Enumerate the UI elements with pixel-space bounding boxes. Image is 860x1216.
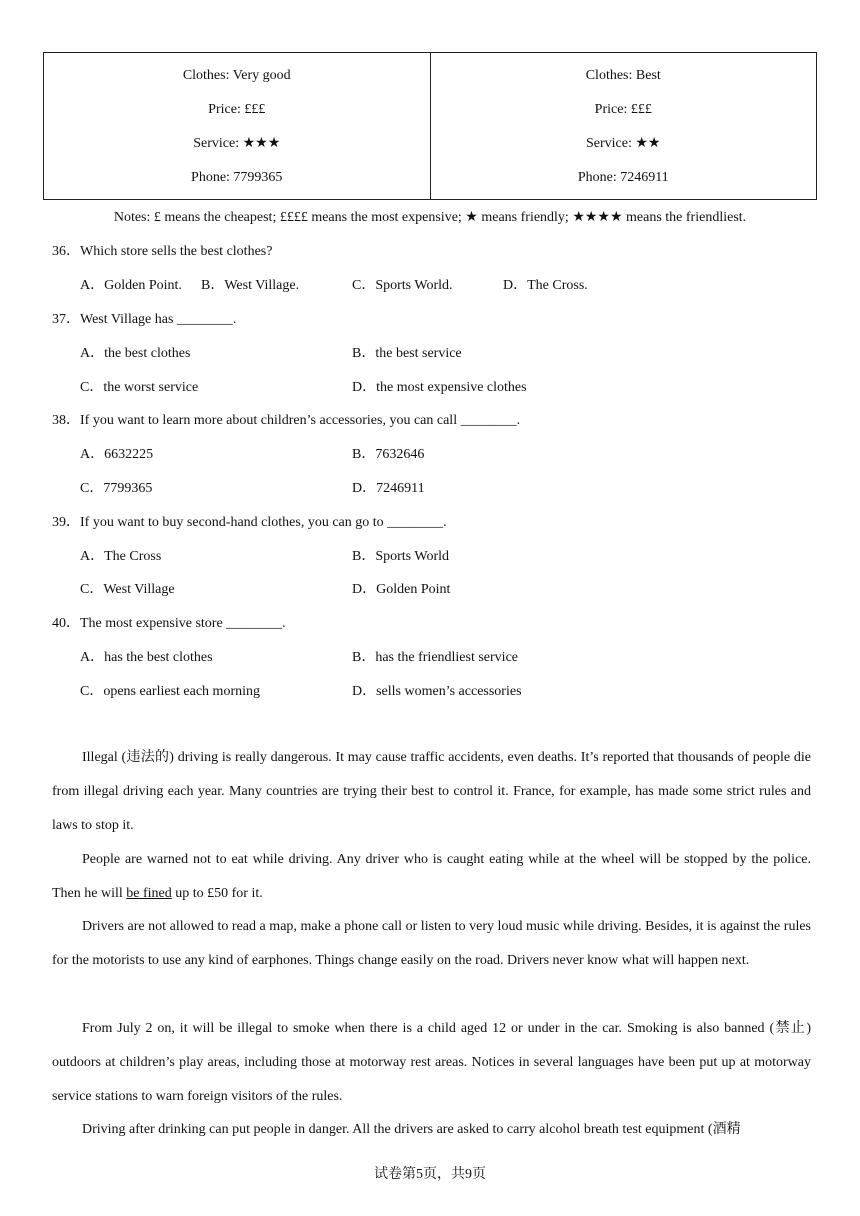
option-40-a[interactable]: A．has the best clothes [80,650,213,665]
clothes-rating: Clothes: Best [585,68,661,83]
option-37-d[interactable]: D．the most expensive clothes [352,380,527,395]
phone-number: Phone: 7246911 [577,170,669,185]
option-39-c[interactable]: C．West Village [80,582,175,597]
option-37-b[interactable]: B．the best service [352,346,462,361]
clothes-rating: Clothes: Very good [182,68,291,83]
option-36-b[interactable]: B．West Village. [201,278,300,293]
option-40-c[interactable]: C．opens earliest each morning [80,684,261,699]
question-stem-40: 40．The most expensive store ________. [52,616,286,631]
passage-paragraph-5: Driving after drinking can put people in danger. All the drivers are asked to carry alcohol breath test equipment (酒精 [82,1122,741,1137]
option-38-a[interactable]: A．6632225 [80,447,154,462]
underlined-phrase: be fined [126,886,172,901]
question-stem-36: 36．Which store sells the best clothes? [52,244,273,259]
passage-paragraph-1: Illegal (违法的) driving is really dangerous. It may cause traffic accidents, even deaths. It’s reported that thousands of people die from illegal driving each year. Many countries are trying their best to control it. France, for example, has made some strict rules and laws to stop it. [52,750,811,833]
store-column-right [430,53,817,199]
price-rating: Price: £££ [594,102,652,117]
option-37-a[interactable]: A．the best clothes [80,346,191,361]
page-footer: 试卷第5页，共9页 [374,1167,486,1182]
service-rating: Service: ★★ [586,136,661,151]
option-39-a[interactable]: A．The Cross [80,549,162,564]
question-stem-37: 37．West Village has ________. [52,312,237,327]
option-36-c[interactable]: C．Sports World. [352,278,453,293]
option-39-d[interactable]: D．Golden Point [352,582,451,597]
price-rating: Price: £££ [208,102,266,117]
passage-paragraph-4: From July 2 on, it will be illegal to smoke when there is a child aged 12 or under in the car. Smoking is also banned (禁止) outdoors at children’s play areas, including those at motorway rest areas. Notices in several languages have been put up at motorway service stations to warn foreign visitors of the rules. [52,1021,811,1104]
option-36-d[interactable]: D．The Cross. [503,278,588,293]
option-38-b[interactable]: B．7632646 [352,447,425,462]
store-column-left [44,53,430,199]
option-39-b[interactable]: B．Sports World [352,549,450,564]
phone-number: Phone: 7799365 [191,170,283,185]
option-40-d[interactable]: D．sells women’s accessories [352,684,522,699]
paragraph-2-text-end: up to £50 for it. [171,886,263,901]
paragraph-2-text: People are warned not to eat while driving. Any driver who is caught eating while at the wheel will be stopped by the police. Then he will [52,852,811,901]
passage-paragraph-3: Drivers are not allowed to read a map, make a phone call or listen to very loud music while driving. Besides, it is against the rules for the motorists to use any kind of earphones. Things change easily on the road. Drivers never know what will happen next. [52,919,811,968]
service-rating: Service: ★★★ [193,136,281,151]
store-info-table [43,52,817,200]
option-36-a[interactable]: A．Golden Point. [80,278,182,293]
option-38-d[interactable]: D．7246911 [352,481,425,496]
option-37-c[interactable]: C．the worst service [80,380,199,395]
question-stem-38: 38．If you want to learn more about children’s accessories, you can call ________. [52,413,521,428]
option-40-b[interactable]: B．has the friendliest service [352,650,519,665]
passage-paragraph-2 [52,843,811,911]
option-38-c[interactable]: C．7799365 [80,481,153,496]
table-notes: Notes: £ means the cheapest; ££££ means the most expensive; ★ means friendly; ★★★★ means the friendliest. [113,210,747,225]
question-stem-39: 39．If you want to buy second-hand clothes, you can go to ________. [52,515,447,530]
